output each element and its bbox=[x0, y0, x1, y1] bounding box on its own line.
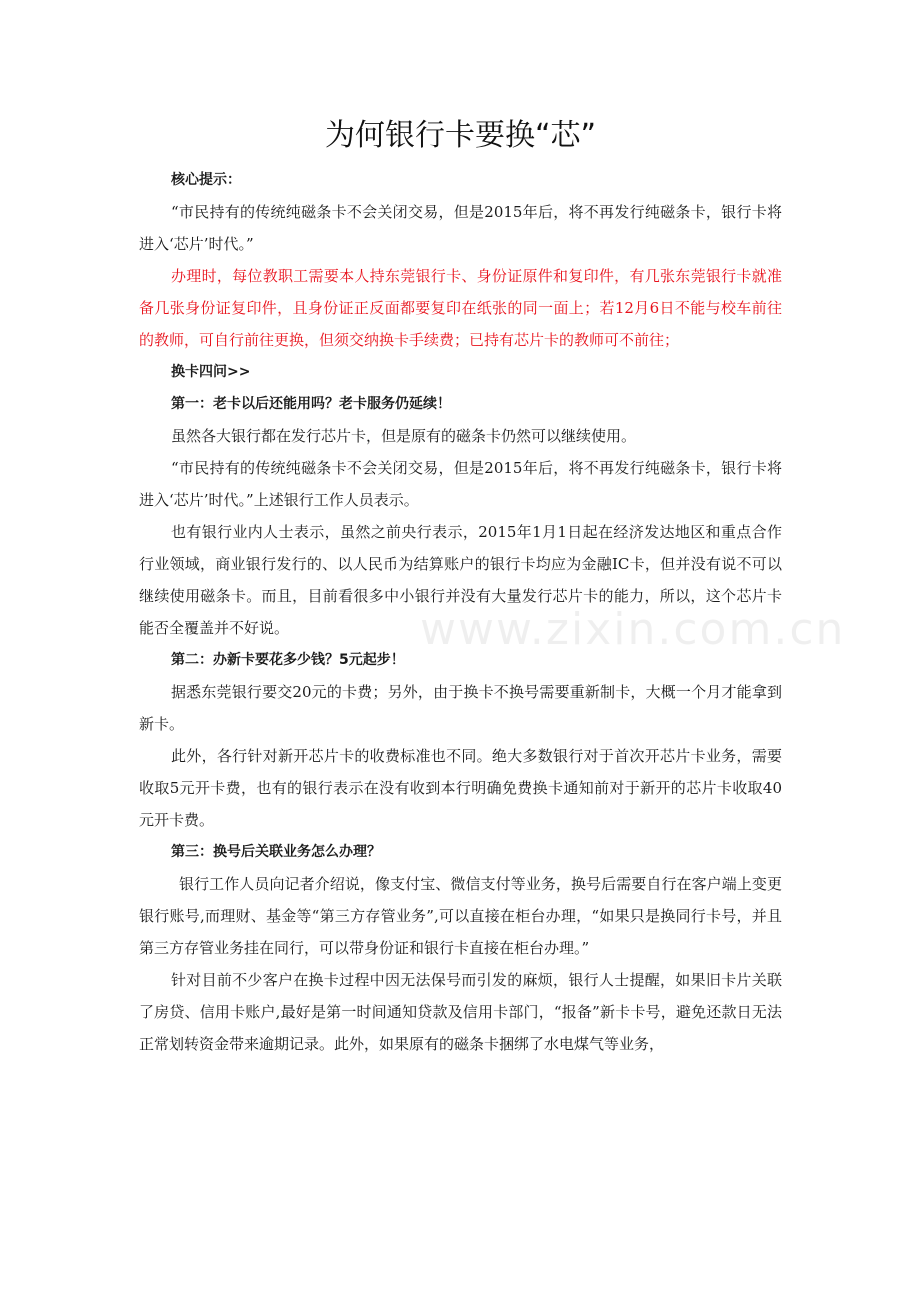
q1-heading: 第一：老卡以后还能用吗？老卡服务仍延续！ bbox=[171, 396, 451, 412]
q2-paragraph: 据悉东莞银行要交20元的卡费；另外，由于换卡不换号需要重新制卡，大概一个月才能拿到新卡。 bbox=[139, 683, 782, 733]
q3-paragraph: 银行工作人员向记者介绍说，像支付宝、微信支付等业务，换号后需要自行在客户端上变更银行账号,而理财、基金等“第三方存管业务”,可以直接在柜台办理，“如果只是换同行卡号，并且第三方存管业务挂在同行，可以带身份证和银行卡直接在柜台办理。” bbox=[139, 875, 782, 957]
watermark: www.zixin.com.cn bbox=[420, 604, 846, 655]
q1-paragraph: 也有银行业内人士表示，虽然之前央行表示，2015年1月1日起在经济发达地区和重点合作行业领域，商业银行发行的、以人民币为结算账户的银行卡均应为金融IC卡，但并没有说不可以继续使用磁条卡。而且，目前看很多中小银行并没有大量发行芯片卡的能力，所以，这个芯片卡能否全覆盖并不好说。 bbox=[139, 523, 782, 637]
q1-paragraph: 虽然各大银行都在发行芯片卡，但是原有的磁条卡仍然可以继续使用。 bbox=[171, 427, 637, 445]
tip-quote: “市民持有的传统纯磁条卡不会关闭交易，但是2015年后，将不再发行纯磁条卡，银行卡将进入‘芯片’时代。” bbox=[139, 203, 782, 253]
q2-paragraph: 此外，各行针对新开芯片卡的收费标准也不同。绝大多数银行对于首次开芯片卡业务，需要收取5元开卡费，也有的银行表示在没有收到本行明确免费换卡通知前对于新开的芯片卡收取40元开卡费。 bbox=[139, 747, 782, 829]
tip-heading: 核心提示： bbox=[171, 172, 241, 188]
q2-heading: 第二：办新卡要花多少钱？5元起步！ bbox=[171, 652, 405, 668]
q3-paragraph: 针对目前不少客户在换卡过程中因无法保号而引发的麻烦，银行人士提醒，如果旧卡片关联了房贷、信用卡账户,最好是第一时间通知贷款及信用卡部门，“报备”新卡卡号，避免还款日无法正常划转资金带来逾期记录。此外，如果原有的磁条卡捆绑了水电煤气等业务， bbox=[139, 971, 782, 1053]
q1-paragraph: “市民持有的传统纯磁条卡不会关闭交易，但是2015年后，将不再发行纯磁条卡，银行卡将进入‘芯片’时代。”上述银行工作人员表示。 bbox=[139, 459, 782, 509]
q3-heading: 第三：换号后关联业务怎么办理？ bbox=[171, 844, 381, 860]
notice-paragraph: 办理时，每位教职工需要本人持东莞银行卡、身份证原件和复印件，有几张东莞银行卡就准备几张身份证复印件，且身份证正反面都要复印在纸张的同一面上；若12月6日不能与校车前往的教师，可自行前往更换，但须交纳换卡手续费；已持有芯片卡的教师可不前往； bbox=[139, 267, 782, 349]
section-label: 换卡四问>> bbox=[171, 364, 251, 380]
document-title: 为何银行卡要换“芯” bbox=[324, 118, 597, 153]
